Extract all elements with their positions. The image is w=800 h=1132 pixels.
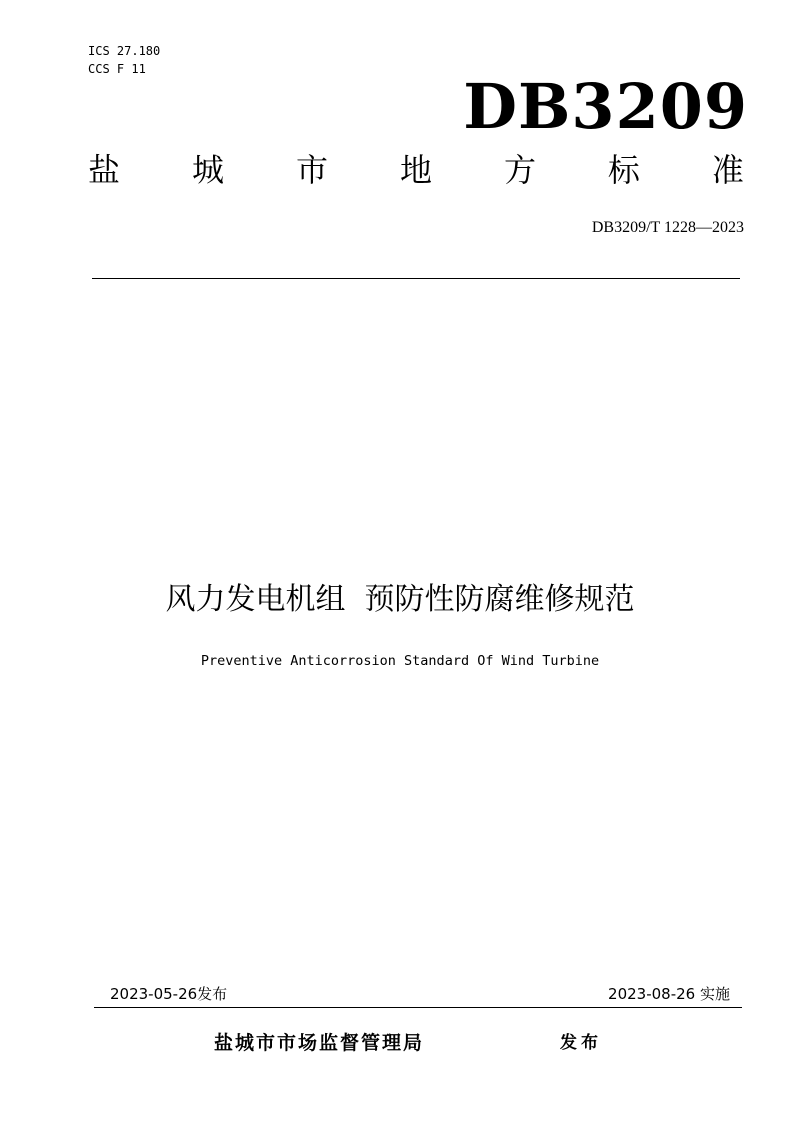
document-title-zh: 风力发电机组 预防性防腐维修规范	[165, 582, 635, 617]
standard-type-char: 盐	[88, 151, 121, 189]
standard-code-logo: DB3209	[463, 70, 748, 143]
standard-type-char: 城	[191, 151, 224, 189]
header-divider	[92, 278, 740, 279]
standard-type-char: 方	[503, 151, 536, 189]
ccs-classification: CCS F 11	[88, 62, 146, 76]
standard-type-heading	[88, 150, 744, 190]
standard-type-char: 地	[399, 151, 432, 189]
issue-date: 2023-05-26发布	[110, 985, 228, 1003]
document-title-en: Preventive Anticorrosion Standard Of Wind Turbine	[200, 653, 600, 669]
footer-divider	[94, 1007, 742, 1008]
standard-number: DB3209/T 1228—2023	[591, 219, 744, 236]
standard-type-char: 准	[711, 151, 744, 189]
implementation-date: 2023-08-26 实施	[608, 985, 730, 1003]
standard-type-char: 标	[607, 151, 640, 189]
publish-label: 发布	[560, 1033, 602, 1053]
publisher-name: 盐城市市场监督管理局	[214, 1032, 425, 1054]
ics-classification: ICS 27.180	[88, 44, 161, 58]
standard-type-char: 市	[295, 151, 328, 189]
